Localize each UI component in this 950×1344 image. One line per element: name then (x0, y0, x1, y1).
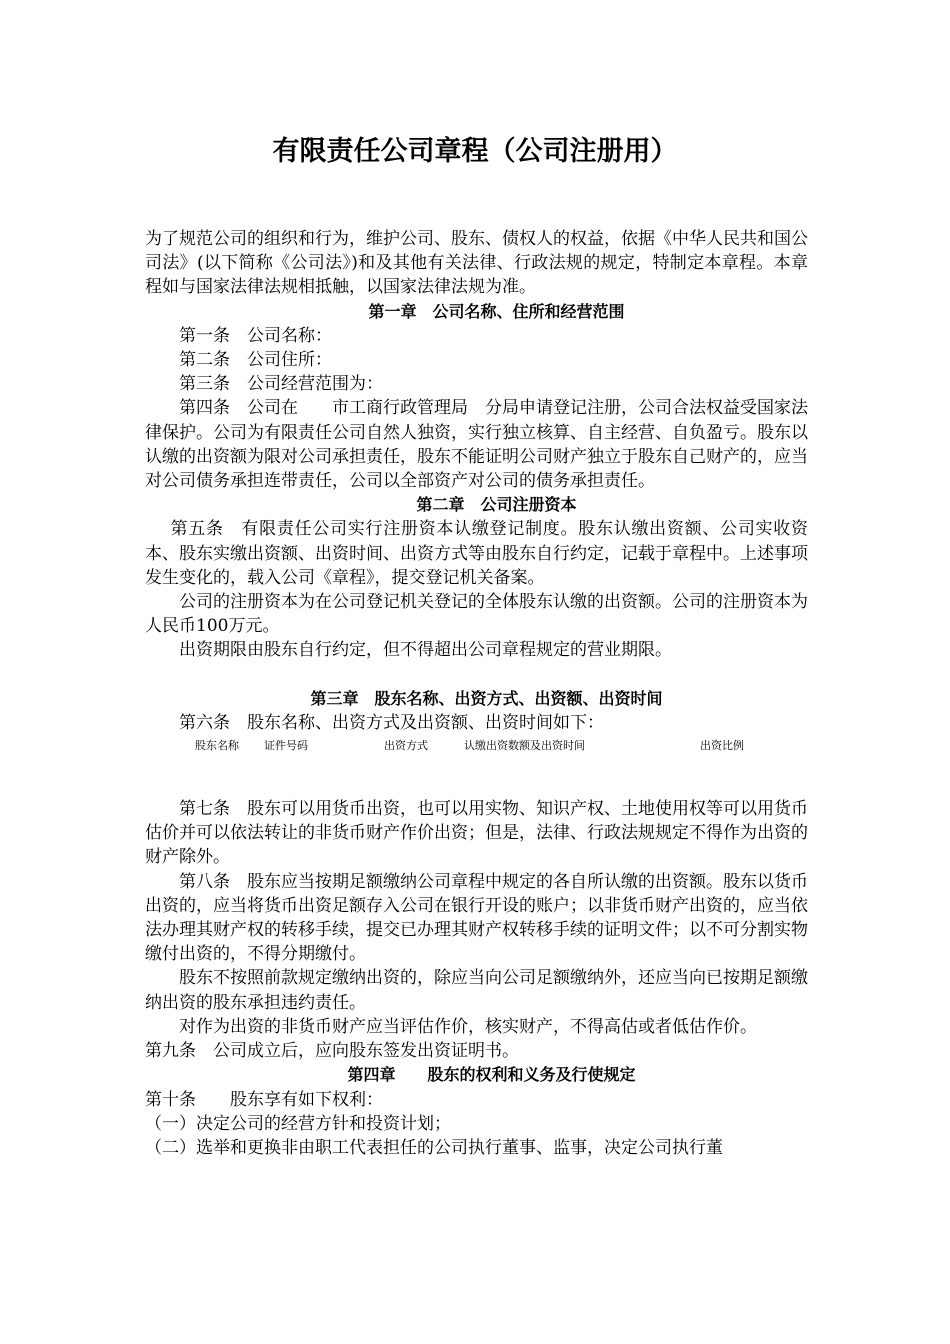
valuation-paragraph: 对作为出资的非货币财产应当评估作价，核实财产，不得高估或者低估作价。 (179, 1016, 757, 1037)
default-liability-paragraph: 股东不按照前款规定缴纳出资的，除应当向公司足额缴纳外，还应当向已按期足额缴纳出资的股东承担违约责任。 (145, 968, 808, 1013)
table-header-subscribed-amount-time: 认缴出资数额及出资时间 (464, 739, 585, 753)
right-item-2: （二）选举和更换非由职工代表担任的公司执行董事、监事，决定公司执行董 (145, 1137, 723, 1158)
chapter-2-heading: 第二章 公司注册资本 (416, 495, 577, 515)
table-header-contribution-method: 出资方式 (384, 739, 428, 753)
article-8: 第八条 股东应当按期足额缴纳公司章程中规定的各自所认缴的出资额。股东以货币出资的，应当将货币出资足额存入公司在银行开设的账户；以非货币财产出资的，应当依法办理其财产权的转移手续，提交已办理其财产权转移手续的证明文件；以不可分割实物缴付出资的，不得分期缴付。 (145, 871, 808, 965)
article-4: 第四条 公司在 市工商行政管理局 分局申请登记注册，公司合法权益受国家法律保护。公司为有限责任公司自然人独资，实行独立核算、自主经营、自负盈亏。股东以认缴的出资额为限对公司承担责任，股东不能证明公司财产独立于股东自己财产的，应当对公司债务承担连带责任，公司以全部资产对公司的债务承担责任。 (145, 398, 808, 492)
table-header-contribution-ratio: 出资比例 (700, 739, 744, 753)
chapter-4-heading: 第四章 股东的权利和义务及行使规定 (347, 1065, 636, 1085)
table-header-shareholder-name: 股东名称 (195, 739, 239, 753)
registered-capital-paragraph: 公司的注册资本为在公司登记机关登记的全体股东认缴的出资额。公司的注册资本为人民币100万元。 (145, 592, 808, 637)
right-item-1: （一）决定公司的经营方针和投资计划； (145, 1113, 451, 1134)
preamble-paragraph: 为了规范公司的组织和行为，维护公司、股东、债权人的权益，依据《中华人民共和国公司法》(以下简称《公司法》)和及其他有关法律、行政法规的规定，特制定本章程。本章程如与国家法律法规相抵触，以国家法律法规为准。 (145, 229, 808, 298)
article-1: 第一条 公司名称： (179, 325, 332, 346)
article-10: 第十条 股东享有如下权利： (145, 1089, 383, 1110)
shareholder-table-header (145, 735, 808, 783)
article-7: 第七条 股东可以用货币出资，也可以用实物、知识产权、土地使用权等可以用货币估价并可以依法转让的非货币财产作价出资；但是，法律、行政法规规定不得作为出资的财产除外。 (145, 799, 808, 868)
table-header-id-number: 证件号码 (264, 739, 308, 753)
document-body (145, 227, 808, 1160)
article-3: 第三条 公司经营范围为： (179, 374, 383, 395)
article-2: 第二条 公司住所： (179, 350, 332, 371)
chapter-3-heading: 第三章 股东名称、出资方式、出资额、出资时间 (310, 688, 663, 708)
article-6: 第六条 股东名称、出资方式及出资额、出资时间如下： (179, 712, 604, 733)
chapter-1-heading: 第一章 公司名称、住所和经营范围 (368, 301, 625, 321)
article-5: 第五条 有限责任公司实行注册资本认缴登记制度。股东认缴出资额、公司实收资本、股东实缴出资额、出资时间、出资方式等由股东自行约定，记载于章程中。上述事项发生变化的，载入公司《章程》，提交登记机关备案。 (145, 519, 808, 588)
article-9: 第九条 公司成立后，应向股东签发出资证明书。 (145, 1041, 519, 1062)
contribution-period-paragraph: 出资期限由股东自行约定，但不得超出公司章程规定的营业期限。 (179, 640, 672, 661)
document-title: 有限责任公司章程（公司注册用） (272, 136, 678, 167)
